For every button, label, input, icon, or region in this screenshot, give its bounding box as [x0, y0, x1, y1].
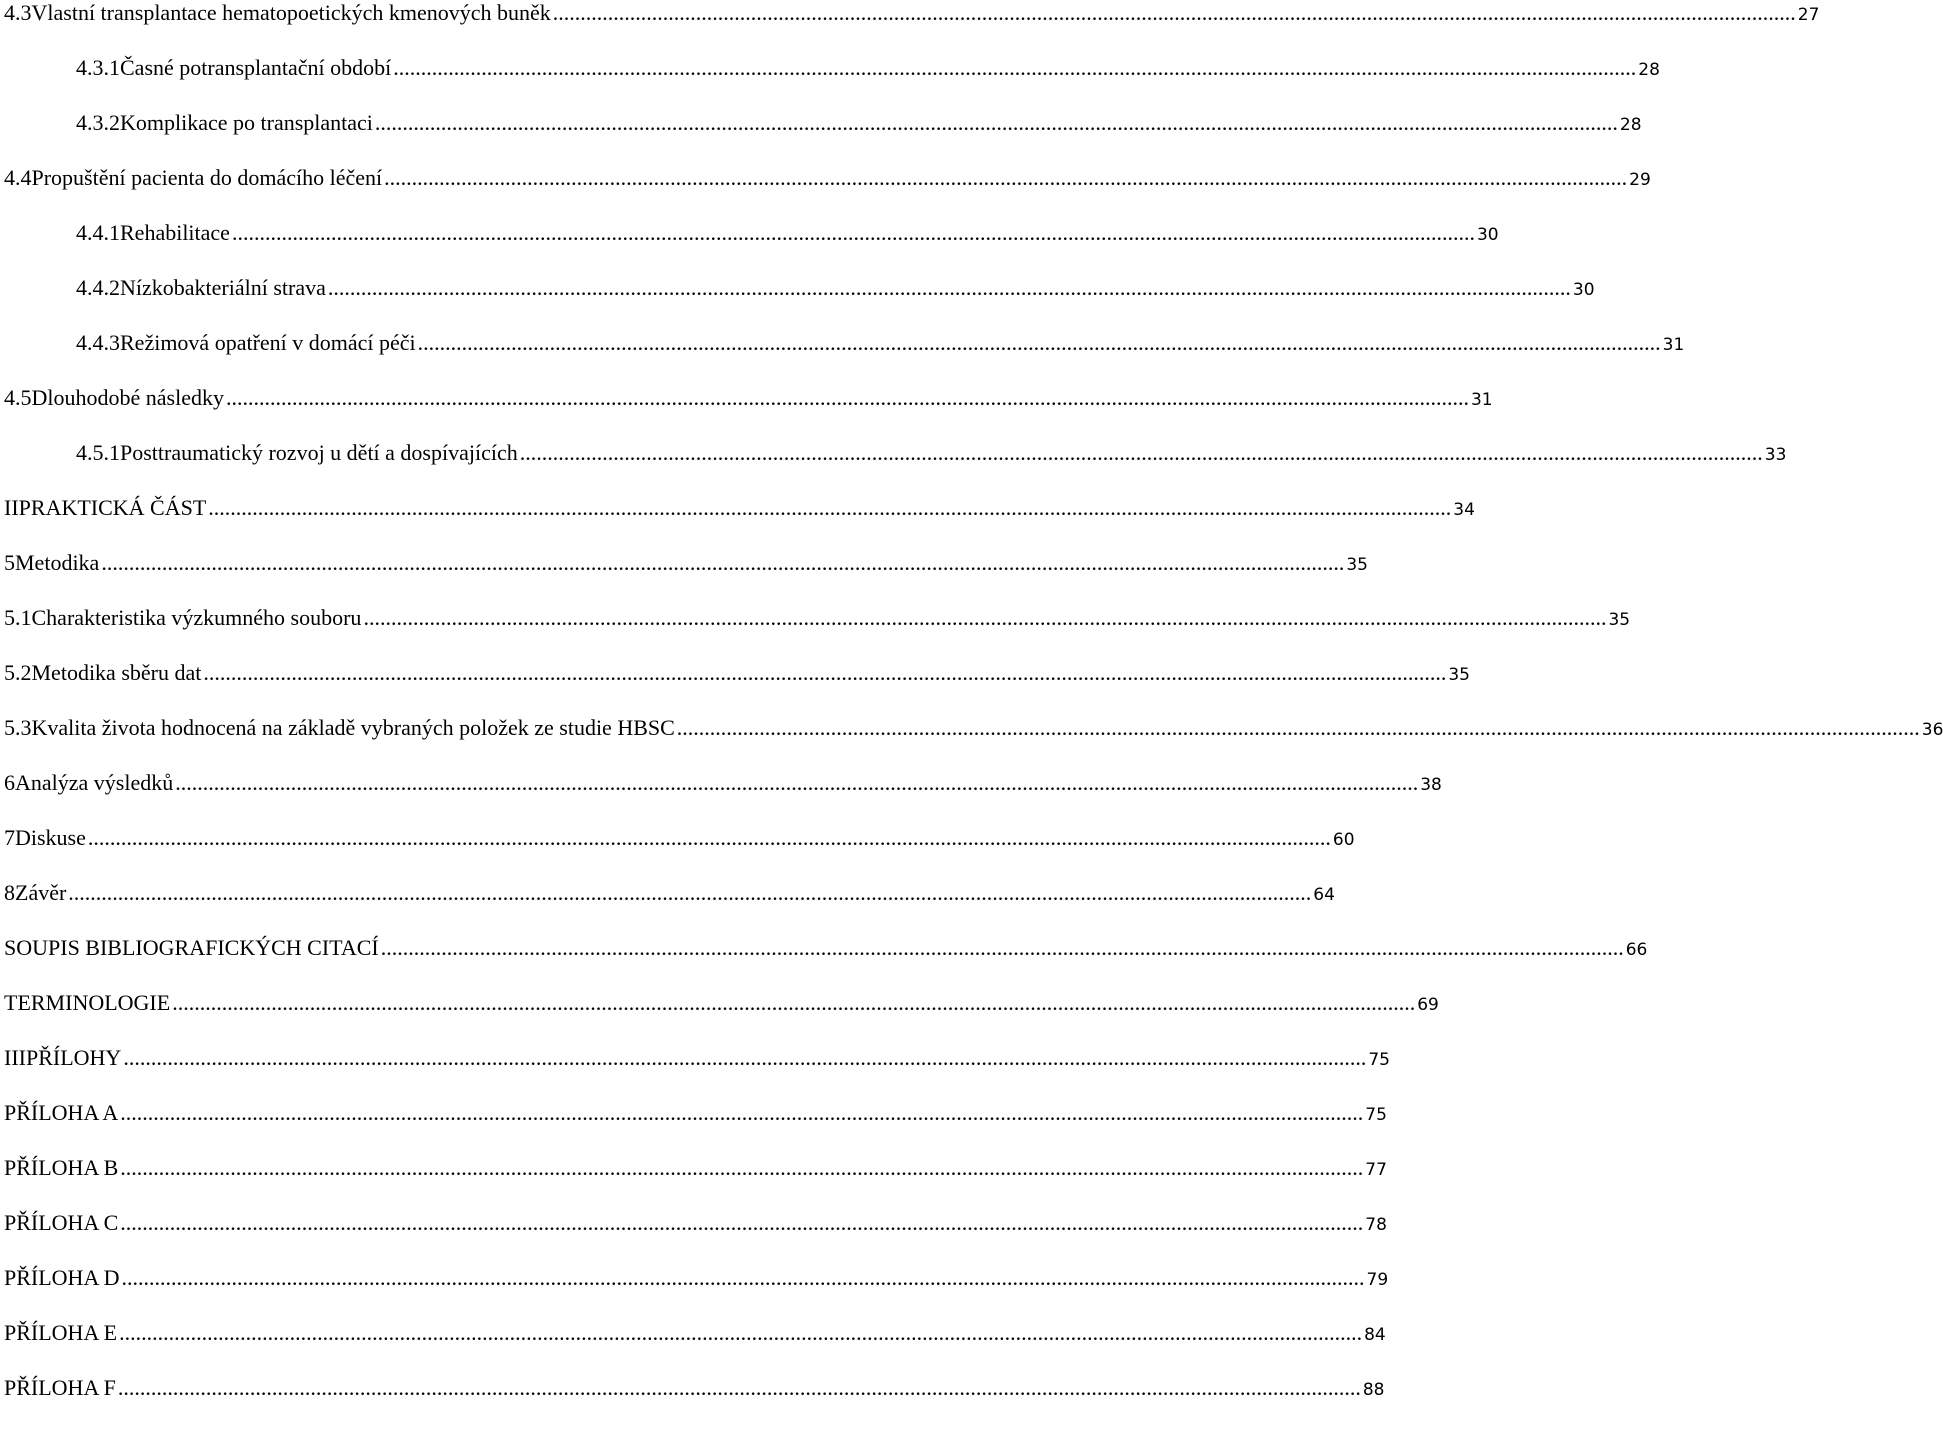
toc-leader — [120, 1210, 1363, 1236]
toc-entry-number: 4.4 — [4, 165, 32, 190]
toc-leader — [520, 440, 1763, 466]
toc-entry-title: Komplikace po transplantaci — [120, 110, 373, 135]
toc-entry-title: PŘÍLOHA A — [4, 1100, 119, 1125]
toc-leader — [203, 660, 1446, 686]
toc-entry[interactable] — [0, 1265, 1389, 1320]
toc-entry-number: 8 — [4, 880, 15, 905]
toc-entry-number: 4.4.3 — [76, 330, 120, 355]
toc-entry-page: 31 — [1662, 335, 1685, 355]
toc-entry-number: 6 — [4, 770, 15, 795]
toc-leader — [553, 0, 1796, 26]
toc-entry-number: 5.2 — [4, 660, 32, 685]
toc-entry-title: PŘÍLOHA D — [4, 1265, 120, 1290]
toc-entry[interactable] — [0, 1045, 1390, 1100]
toc-entry[interactable] — [0, 55, 1660, 110]
toc-entry[interactable] — [0, 715, 1943, 770]
toc-leader — [208, 495, 1451, 521]
toc-entry[interactable] — [0, 825, 1355, 880]
toc-entry-title: Závěr — [15, 880, 67, 905]
toc-entry-page: 69 — [1417, 995, 1439, 1015]
toc-entry-number: 5.1 — [4, 605, 32, 630]
toc-leader — [122, 1265, 1365, 1291]
toc-leader — [68, 880, 1311, 906]
toc-entry-number: 4.5.1 — [76, 440, 120, 465]
toc-entry-title: PŘÍLOHA B — [4, 1155, 119, 1180]
toc-entry[interactable] — [0, 935, 1648, 990]
toc-entry-page: 75 — [1365, 1105, 1387, 1125]
toc-entry-title: Diskuse — [15, 825, 86, 850]
toc-entry[interactable] — [0, 385, 1493, 440]
toc-entry[interactable] — [0, 275, 1595, 330]
toc-entry-title: TERMINOLOGIE — [4, 990, 171, 1015]
toc-entry-page: 66 — [1625, 940, 1648, 960]
toc-entry-title: PRAKTICKÁ ČÁST — [18, 495, 207, 520]
toc-entry-page: 84 — [1364, 1325, 1386, 1345]
toc-entry-number: 4.3 — [4, 0, 32, 25]
toc-entry-number: III — [4, 1045, 26, 1070]
toc-entry-page: 27 — [1797, 5, 1820, 25]
toc-entry-title: Metodika — [15, 550, 100, 575]
toc-entry-number: 4.4.2 — [76, 275, 120, 300]
toc-entry-page: 35 — [1448, 665, 1470, 685]
toc-entry-page: 33 — [1764, 445, 1787, 465]
toc-entry[interactable] — [0, 1100, 1387, 1155]
toc-leader — [363, 605, 1606, 631]
toc-entry-page: 77 — [1365, 1160, 1387, 1180]
toc-leader — [123, 1045, 1366, 1071]
toc-leader — [120, 1155, 1363, 1181]
toc-entry-page: 38 — [1420, 775, 1442, 795]
toc-entry-title: Vlastní transplantace hematopoetických kmenových buněk — [31, 0, 551, 25]
toc-entry-title: PŘÍLOHA E — [4, 1320, 118, 1345]
toc-entry-title: Charakteristika výzkumného souboru — [31, 605, 362, 630]
toc-entry-title: Režimová opatření v domácí péči — [120, 330, 416, 355]
toc-entry-number: 5 — [4, 550, 15, 575]
toc-entry[interactable] — [0, 605, 1631, 660]
toc-leader — [88, 825, 1331, 851]
toc-entry[interactable] — [0, 550, 1368, 605]
toc-entry-title: Časné potransplantační období — [120, 55, 392, 80]
toc-entry[interactable] — [0, 165, 1651, 220]
toc-entry[interactable] — [0, 660, 1470, 715]
toc-entry-title: Kvalita života hodnocená na základě vybraných položek ze studie HBSC — [31, 715, 675, 740]
toc-entry[interactable] — [0, 495, 1475, 550]
toc-entry-title: Metodika sběru dat — [31, 660, 202, 685]
toc-leader — [175, 770, 1418, 796]
toc-entry-title: PŘÍLOHY — [25, 1045, 122, 1070]
toc-entry-page: 88 — [1362, 1380, 1385, 1400]
toc-entry-page: 29 — [1629, 170, 1651, 190]
toc-entry-number: 4.4.1 — [76, 220, 120, 245]
toc-entry-number: II — [4, 495, 19, 520]
toc-entry-number: 4.5 — [4, 385, 32, 410]
toc-entry[interactable] — [0, 0, 1820, 25]
toc-leader — [381, 935, 1624, 961]
toc-entry-number: 5.3 — [4, 715, 32, 740]
toc-entry[interactable] — [0, 1210, 1387, 1265]
toc-entry[interactable] — [0, 110, 1642, 165]
toc-entry[interactable] — [0, 880, 1335, 935]
toc-entry-number: 7 — [4, 825, 15, 850]
toc-entry[interactable] — [0, 770, 1442, 825]
toc-entry-page: 64 — [1313, 885, 1335, 905]
toc-entry-page: 35 — [1346, 555, 1368, 575]
toc-entry-number: 4.3.2 — [76, 110, 120, 135]
toc-entry-page: 79 — [1366, 1270, 1389, 1290]
toc-entry[interactable] — [0, 1155, 1387, 1210]
toc-entry-title: SOUPIS BIBLIOGRAFICKÝCH CITACÍ — [4, 935, 379, 960]
toc-leader — [226, 385, 1469, 411]
toc-leader — [328, 275, 1571, 301]
toc-entry-page: 30 — [1476, 225, 1499, 245]
toc-leader — [418, 330, 1661, 356]
toc-entry-page: 28 — [1638, 60, 1660, 80]
toc-entry[interactable] — [0, 1320, 1386, 1375]
toc-entry-title: Dlouhodobé následky — [31, 385, 224, 410]
toc-entry-title: Analýza výsledků — [15, 770, 174, 795]
toc-entry-page: 36 — [1921, 720, 1943, 740]
toc-entry-title: PŘÍLOHA C — [4, 1210, 119, 1235]
toc-entry-title: Propuštění pacienta do domácího léčení — [31, 165, 383, 190]
toc-entry-page: 30 — [1572, 280, 1595, 300]
toc-entry-page: 31 — [1470, 390, 1493, 410]
toc-entry-page: 60 — [1332, 830, 1355, 850]
toc-entry-page: 35 — [1608, 610, 1631, 630]
toc-entry-title: PŘÍLOHA F — [4, 1375, 116, 1400]
toc-entry-title: Nízkobakteriální strava — [120, 275, 326, 300]
toc-entry-page: 28 — [1619, 115, 1642, 135]
toc-leader — [101, 550, 1344, 576]
toc-leader — [172, 990, 1415, 1016]
toc-entry-page: 78 — [1365, 1215, 1387, 1235]
toc-leader — [120, 1100, 1363, 1126]
toc-entry[interactable] — [0, 440, 1787, 495]
toc-entry-page: 34 — [1453, 500, 1475, 520]
toc-entry-page: 75 — [1368, 1050, 1390, 1070]
toc-entry[interactable] — [0, 1375, 1385, 1430]
toc-leader — [119, 1320, 1362, 1346]
toc-leader — [384, 165, 1627, 191]
toc-entry[interactable] — [0, 330, 1685, 385]
toc-entry[interactable] — [0, 990, 1439, 1045]
toc-leader — [375, 110, 1618, 136]
toc-entry-title: Rehabilitace — [120, 220, 230, 245]
toc-entry-title: Posttraumatický rozvoj u dětí a dospívajících — [120, 440, 518, 465]
toc-leader — [118, 1375, 1361, 1401]
toc-entry[interactable] — [0, 220, 1499, 275]
toc-leader — [232, 220, 1475, 246]
toc-leader — [677, 715, 1920, 741]
toc-entry-number: 4.3.1 — [76, 55, 120, 80]
toc-leader — [393, 55, 1636, 81]
